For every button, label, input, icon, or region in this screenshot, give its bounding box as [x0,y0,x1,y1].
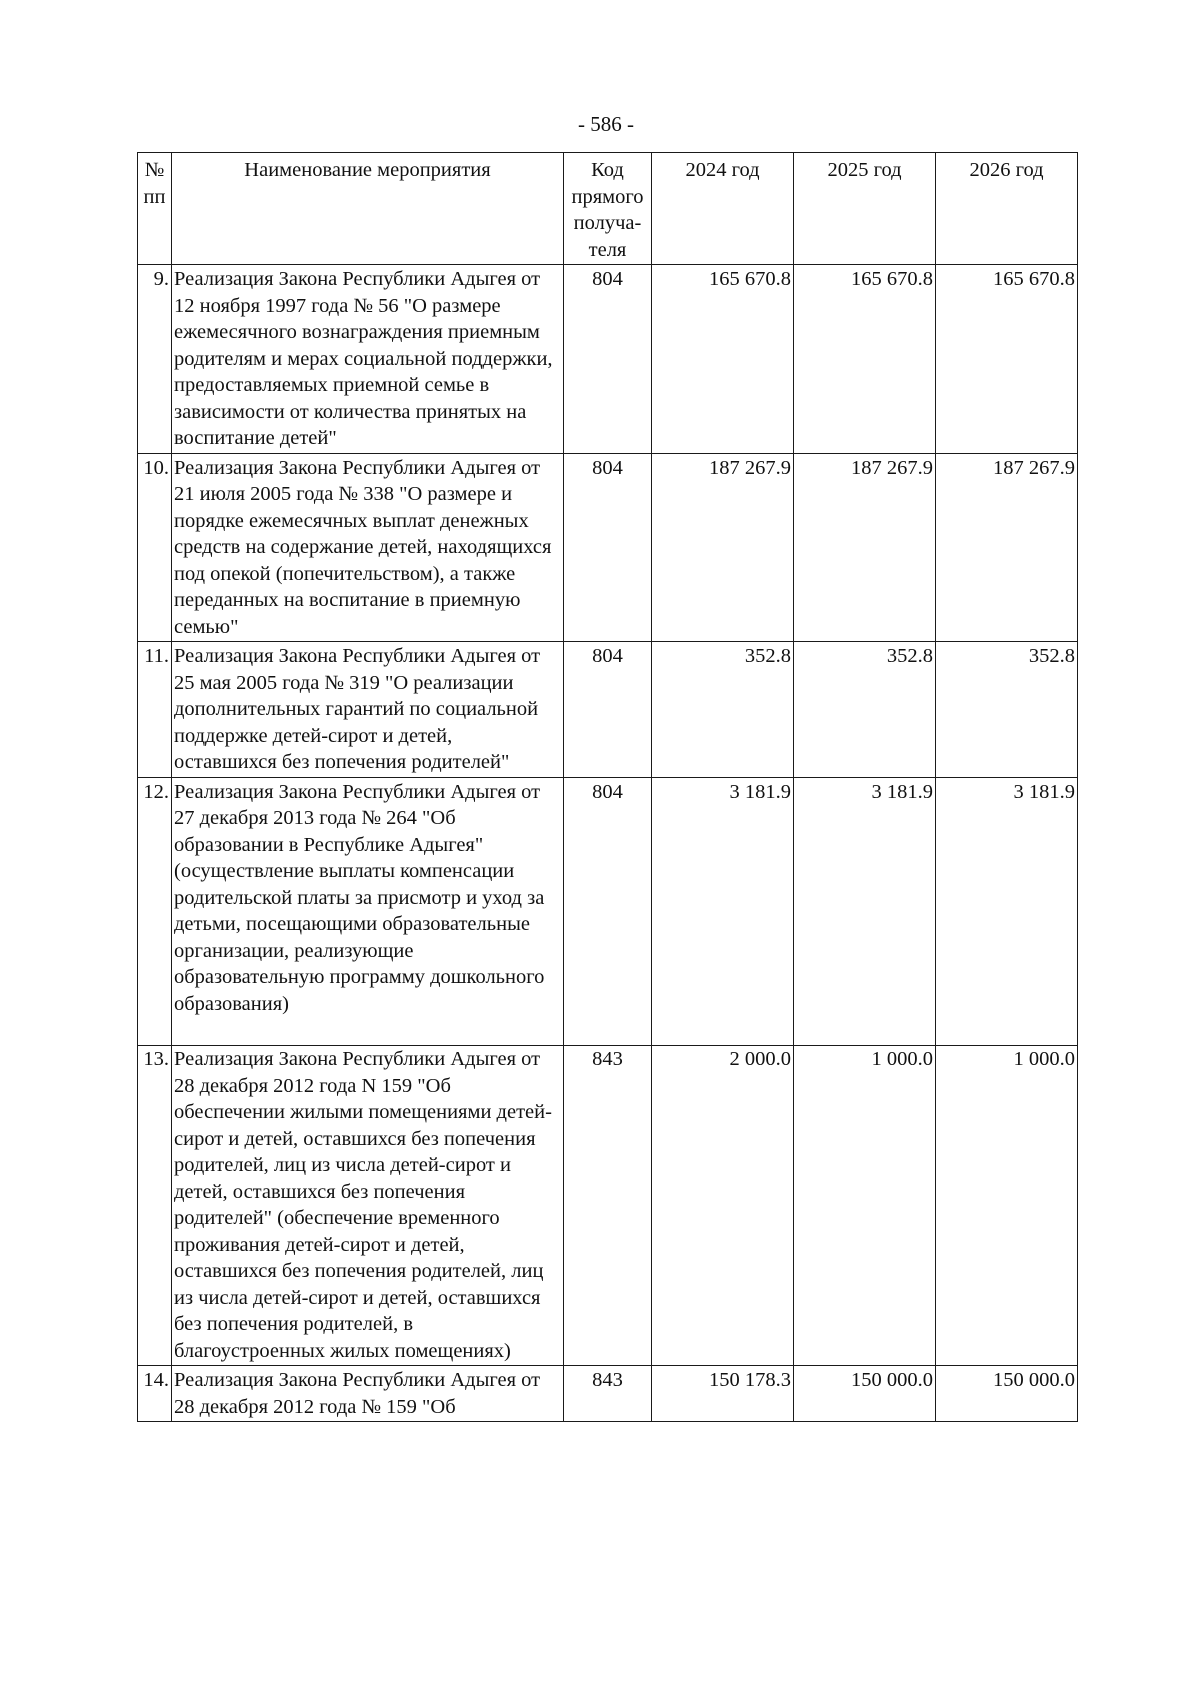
recipient-code: 843 [564,1046,652,1366]
amount-2025: 352.8 [794,642,936,778]
recipient-code: 843 [564,1366,652,1422]
recipient-code: 804 [564,453,652,642]
recipient-code: 804 [564,777,652,1046]
measure-name: Реализация Закона Республики Адыгея от 27 декабря 2013 года № 264 "Об образовании в Республике Адыгея" (осуществление выплаты компенсации родительской платы за присмотр и уход за детьми, посещающими образовательные организации, реализующие образовательную программу дошкольного образования) [172,777,564,1046]
table-row [138,642,1078,778]
amount-2026: 3 181.9 [936,777,1078,1046]
amount-2025: 187 267.9 [794,453,936,642]
row-number: 13. [138,1046,172,1366]
row-number: 14. [138,1366,172,1422]
measure-name: Реализация Закона Республики Адыгея от 25 мая 2005 года № 319 "О реализации дополнительных гарантий по социальной поддержке детей-сирот и детей, оставшихся без попечения родителей" [172,642,564,778]
table-row [138,777,1078,1046]
page-number: - 586 - [578,112,634,136]
header-2024: 2024 год [652,153,794,265]
amount-2024: 3 181.9 [652,777,794,1046]
header-num: № пп [138,153,172,265]
table-row [138,1366,1078,1422]
measure-name: Реализация Закона Республики Адыгея от 28 декабря 2012 года № 159 "Об [172,1366,564,1422]
measure-name: Реализация Закона Республики Адыгея от 12 ноября 1997 года № 56 "О размере ежемесячного вознаграждения приемным родителям и мерах социальной поддержки, предоставляемых приемной семье в зависимости от количества принятых на воспитание детей" [172,265,564,454]
header-name: Наименование мероприятия [172,153,564,265]
amount-2026: 150 000.0 [936,1366,1078,1422]
header-code: Код прямого получа- теля [564,153,652,265]
table-row [138,453,1078,642]
amount-2024: 187 267.9 [652,453,794,642]
table-row [138,265,1078,454]
recipient-code: 804 [564,265,652,454]
measure-name: Реализация Закона Республики Адыгея от 21 июля 2005 года № 338 "О размере и порядке ежемесячных выплат денежных средств на содержание детей, находящихся под опекой (попечительством), а также переданных на воспитание в приемную семью" [172,453,564,642]
amount-2024: 150 178.3 [652,1366,794,1422]
measure-name: Реализация Закона Республики Адыгея от 28 декабря 2012 года N 159 "Об обеспечении жилыми помещениями детей-сирот и детей, оставшихся без попечения родителей, лиц из числа детей-сирот и детей, оставшихся без попечения родителей" (обеспечение временного проживания детей-сирот и детей, оставшихся без попечения родителей, лиц из числа детей-сирот и детей, оставшихся без попечения родителей, в благоустроенных жилых помещениях) [172,1046,564,1366]
amount-2025: 150 000.0 [794,1366,936,1422]
table-row [138,1046,1078,1366]
recipient-code: 804 [564,642,652,778]
amount-2024: 352.8 [652,642,794,778]
budget-table [137,152,1078,1422]
amount-2025: 1 000.0 [794,1046,936,1366]
header-2026: 2026 год [936,153,1078,265]
table-header-row [138,153,1078,265]
amount-2026: 352.8 [936,642,1078,778]
amount-2024: 2 000.0 [652,1046,794,1366]
row-number: 11. [138,642,172,778]
row-number: 9. [138,265,172,454]
row-number: 12. [138,777,172,1046]
amount-2026: 187 267.9 [936,453,1078,642]
amount-2025: 165 670.8 [794,265,936,454]
header-2025: 2025 год [794,153,936,265]
amount-2024: 165 670.8 [652,265,794,454]
amount-2026: 1 000.0 [936,1046,1078,1366]
amount-2025: 3 181.9 [794,777,936,1046]
amount-2026: 165 670.8 [936,265,1078,454]
row-number: 10. [138,453,172,642]
